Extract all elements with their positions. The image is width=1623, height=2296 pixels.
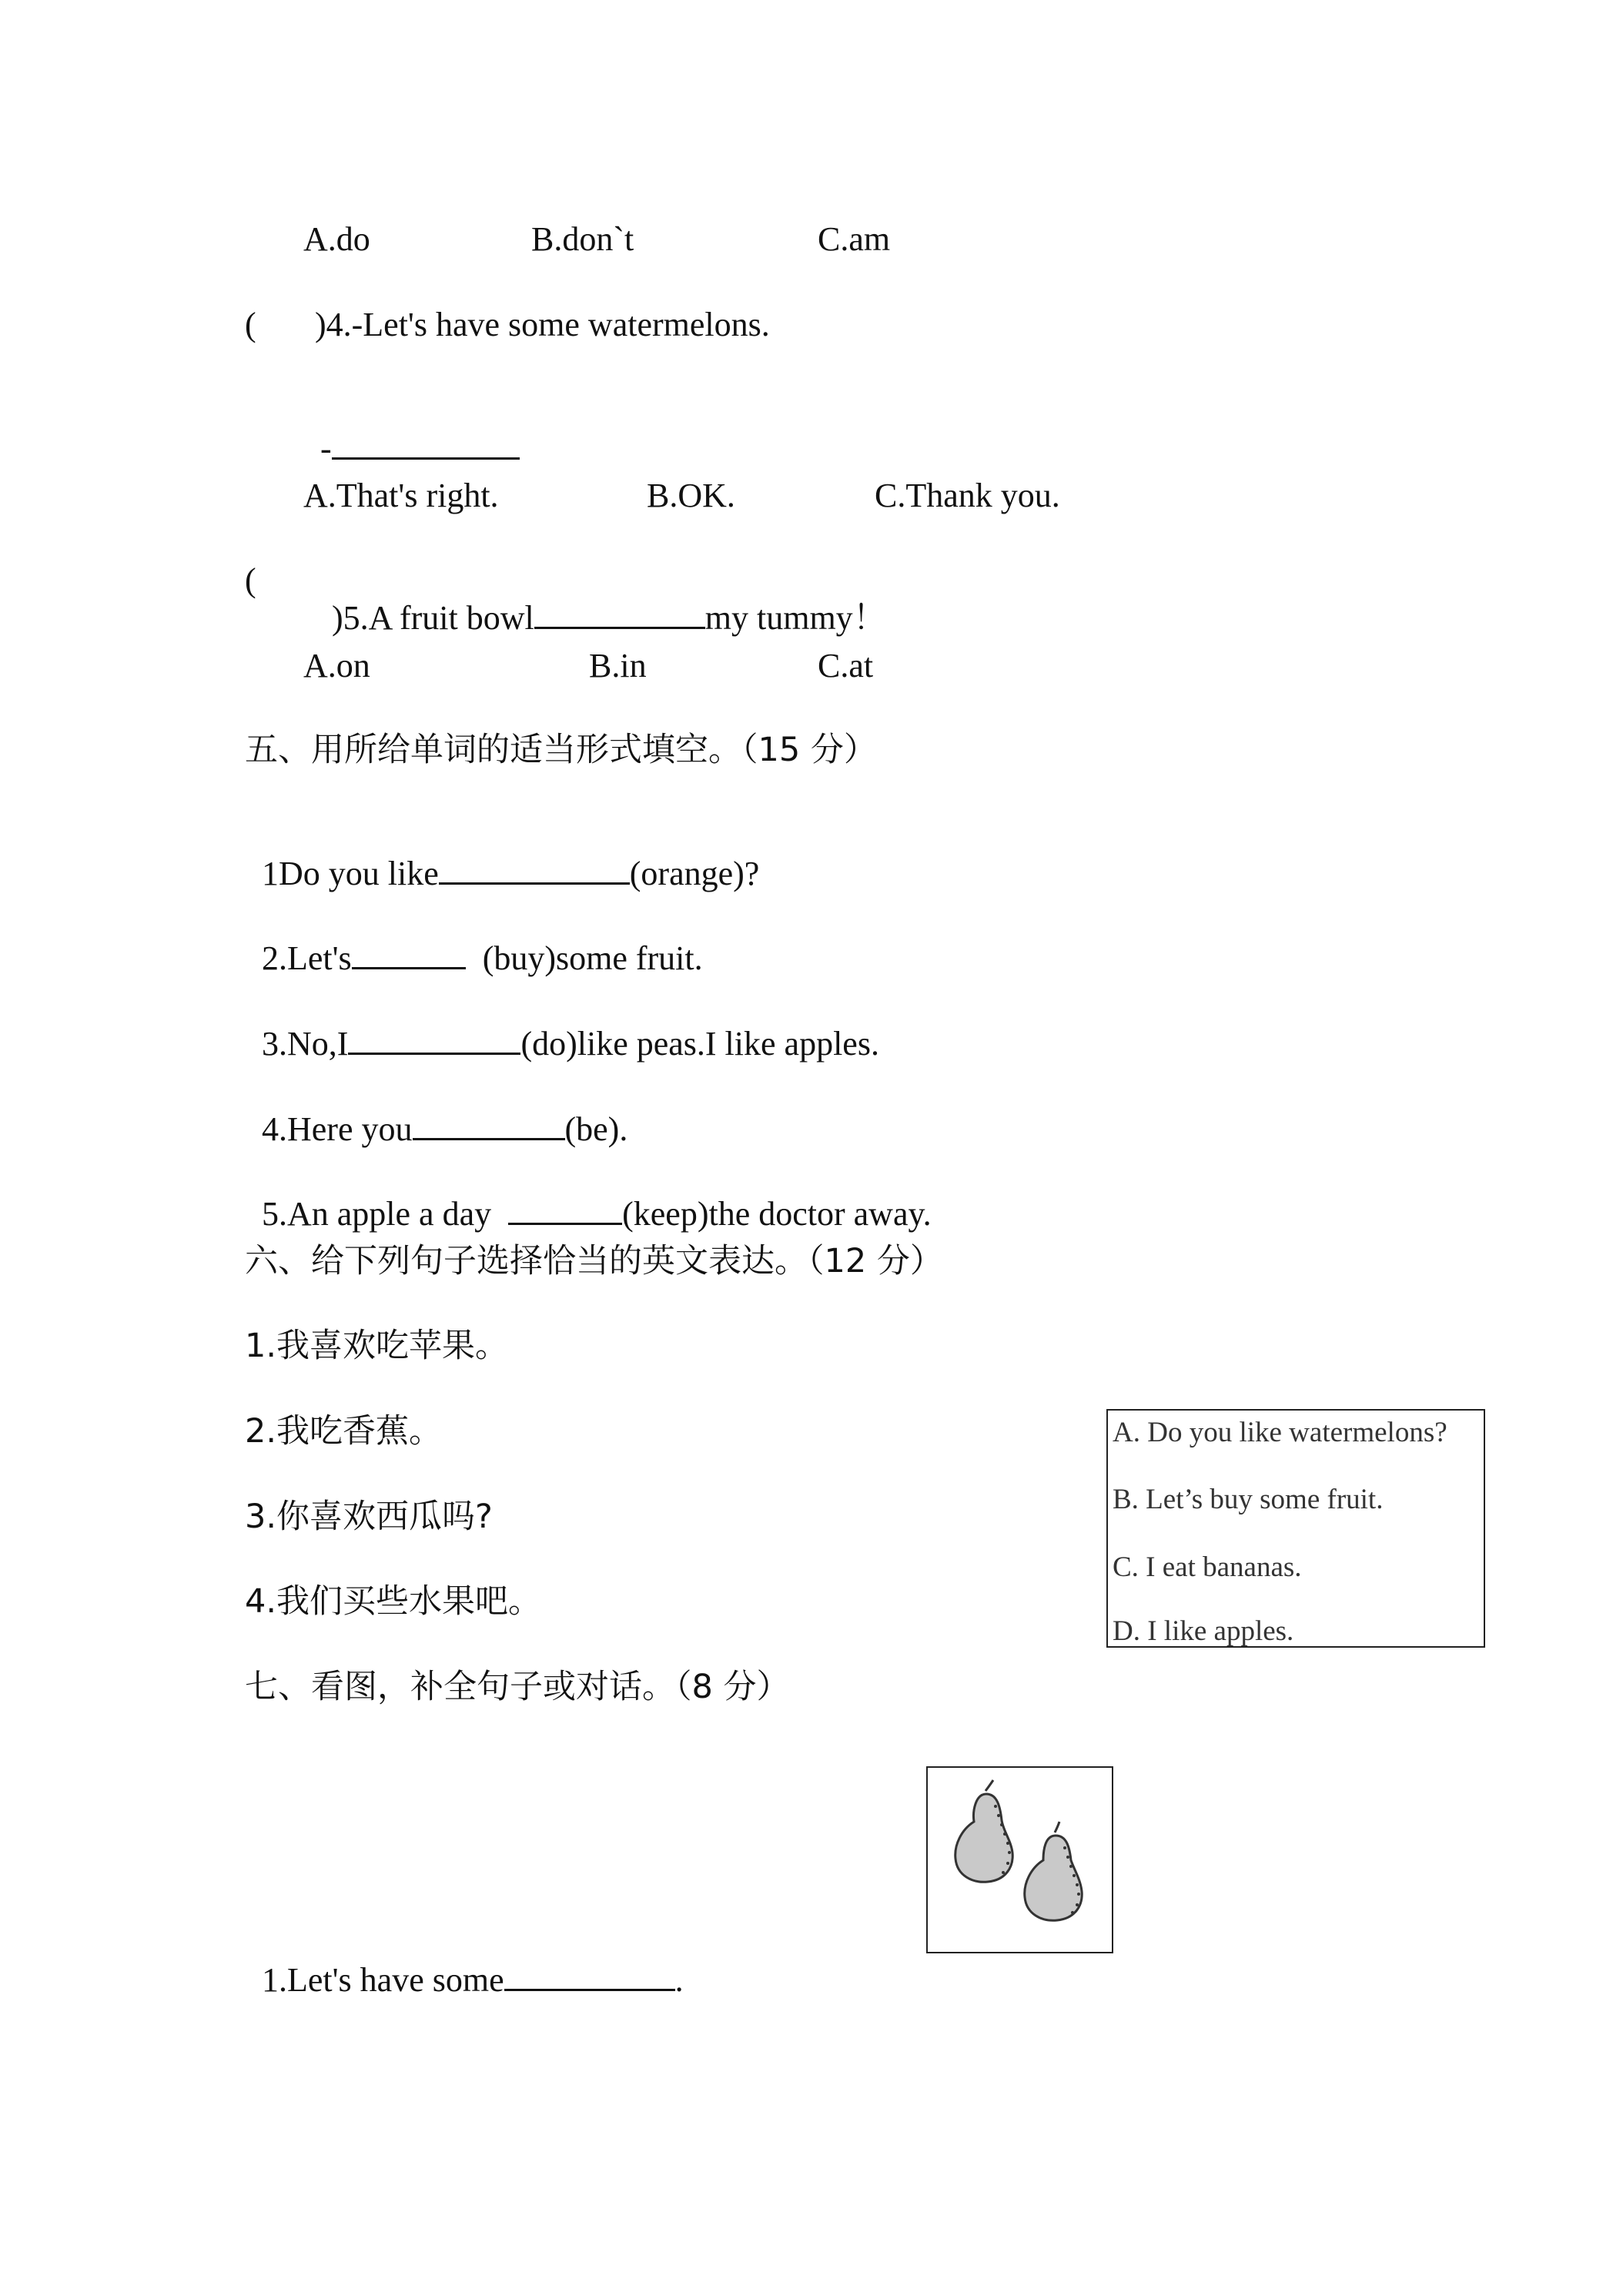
pear-picture — [926, 1766, 1113, 1953]
q4-reply-blank — [332, 428, 520, 460]
choice-b: B. Let’s buy some fruit. — [1113, 1484, 1384, 1515]
s7-item1-blank — [504, 1960, 675, 1991]
section5-item-3 — [245, 989, 879, 1061]
choice-d: D. I like apples. — [1113, 1615, 1294, 1647]
q5-option-b: B.in — [589, 647, 647, 684]
s7-item1-after: . — [674, 1961, 684, 1999]
section6-item-4: 4.我们买些水果吧。 — [245, 1582, 542, 1621]
choices-box — [1106, 1409, 1485, 1648]
s7-item1-before: 1.Let's have some — [262, 1961, 504, 1999]
section5-item-2 — [245, 904, 703, 976]
s5-item3-before: 3.No,I — [262, 1025, 349, 1063]
q3-option-a: A.do — [303, 220, 370, 258]
pears-icon — [928, 1768, 1112, 1952]
section5-item-5 — [245, 1160, 932, 1231]
q5-text-before: )5.A fruit bowl — [332, 599, 534, 637]
q5-answer-paren: ( — [245, 561, 256, 599]
section6-heading: 六、给下列句子选择恰当的英文表达。（12 分） — [245, 1242, 943, 1280]
q5-question — [315, 564, 887, 635]
q5-option-a: A.on — [303, 647, 370, 684]
s5-item3-after: (do)like peas.I like apples. — [520, 1025, 879, 1063]
section5-item-1 — [245, 819, 759, 891]
section6-item-1: 1.我喜欢吃苹果。 — [245, 1327, 509, 1365]
q4-reply-dash: - — [320, 430, 332, 467]
s5-item1-blank — [439, 853, 630, 885]
q4-option-b: B.OK. — [647, 477, 735, 514]
q5-text-after: my tummy！ — [704, 599, 887, 637]
q4-option-c: C.Thank you. — [875, 477, 1060, 514]
q4-question: )4.-Let's have some watermelons. — [315, 306, 770, 343]
choice-a: A. Do you like watermelons? — [1113, 1417, 1447, 1448]
section6-item-3: 3.你喜欢西瓜吗? — [245, 1498, 493, 1536]
s5-item1-after: (orange)? — [629, 855, 760, 892]
s5-item5-blank — [508, 1193, 622, 1225]
q4-reply-line — [303, 394, 520, 466]
s5-item1-before: 1Do you like — [262, 855, 439, 892]
s5-item4-after: (be). — [564, 1110, 628, 1148]
s5-item2-before: 2.Let's — [262, 939, 352, 977]
s5-item2-blank — [352, 938, 466, 969]
q3-option-c: C.am — [818, 220, 891, 258]
section7-heading: 七、看图，补全句子或对话。（8 分） — [245, 1668, 790, 1706]
section5-heading: 五、用所给单词的适当形式填空。（15 分） — [245, 731, 877, 769]
s5-item4-before: 4.Here you — [262, 1110, 413, 1148]
section6-item-2: 2.我吃香蕉。 — [245, 1412, 443, 1451]
q5-option-c: C.at — [818, 647, 874, 684]
q3-option-b: B.don`t — [531, 220, 634, 258]
s5-item2-after: (buy)some fruit. — [465, 939, 703, 977]
s5-item4-blank — [413, 1109, 565, 1140]
q4-answer-paren: ( — [245, 306, 256, 343]
q4-option-a: A.That's right. — [303, 477, 499, 514]
s5-item5-before: 5.An apple a day — [262, 1195, 509, 1233]
s5-item3-blank — [348, 1023, 520, 1055]
section7-item-1 — [245, 1926, 684, 1997]
section5-item-4 — [245, 1075, 627, 1146]
q5-blank — [534, 597, 705, 629]
s5-item5-after: (keep)the doctor away. — [622, 1195, 932, 1233]
choice-c: C. I eat bananas. — [1113, 1551, 1302, 1583]
